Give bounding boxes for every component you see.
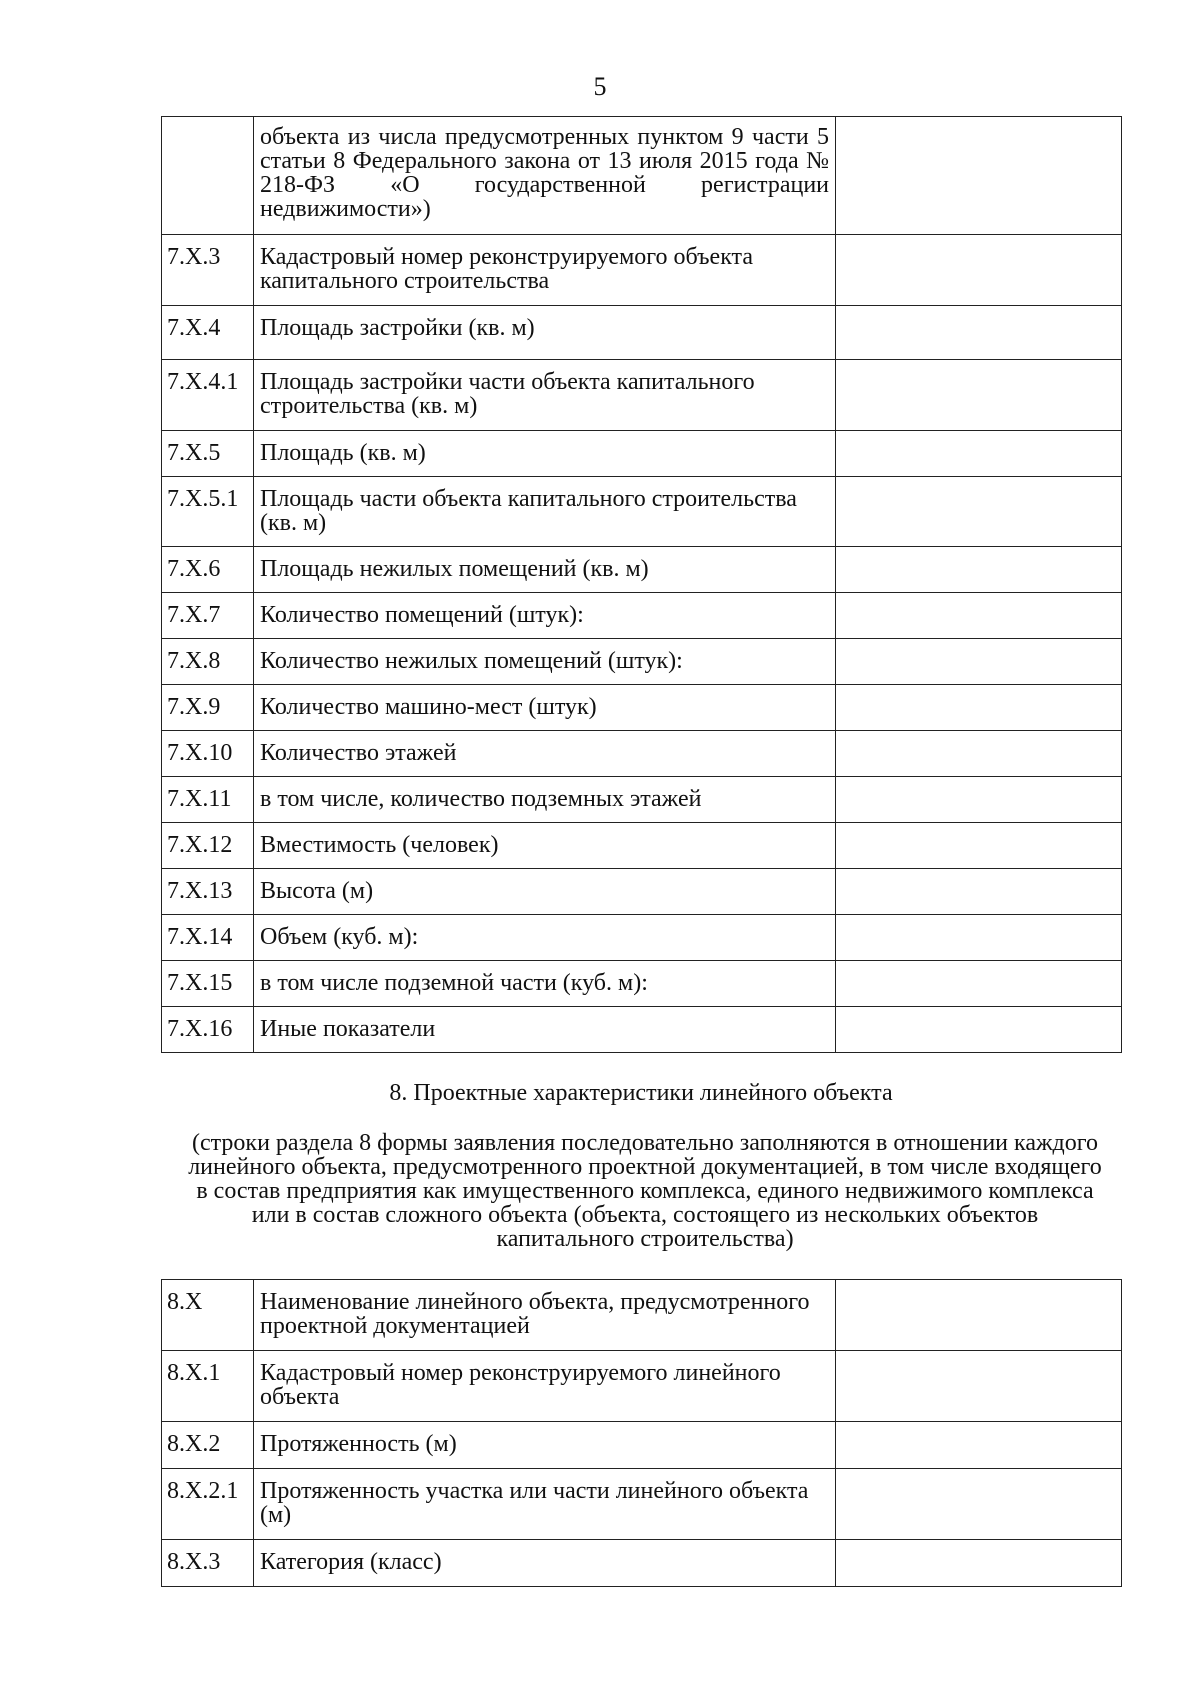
row-number: 8.X.1	[162, 1351, 254, 1422]
row-value-cell[interactable]	[836, 823, 1122, 869]
table-row	[162, 1280, 1122, 1351]
row-description: Площадь нежилых помещений (кв. м)	[254, 547, 836, 593]
row-value-cell[interactable]	[836, 306, 1122, 360]
row-description: Объем (куб. м):	[254, 915, 836, 961]
row-description: Площадь части объекта капитального строительства (кв. м)	[254, 477, 836, 547]
row-description: Площадь застройки (кв. м)	[254, 306, 836, 360]
row-value-cell[interactable]	[836, 731, 1122, 777]
table-row	[162, 1007, 1122, 1053]
row-number: 8.X	[162, 1280, 254, 1351]
row-number: 7.X.12	[162, 823, 254, 869]
row-number: 7.X.8	[162, 639, 254, 685]
table-row	[162, 117, 1122, 235]
row-description: Наименование линейного объекта, предусмотренного проектной документацией	[254, 1280, 836, 1351]
row-number: 7.X.10	[162, 731, 254, 777]
table-row	[162, 1469, 1122, 1540]
row-value-cell[interactable]	[836, 1422, 1122, 1469]
row-number: 7.X.5	[162, 431, 254, 477]
table-section-7	[161, 116, 1122, 1053]
row-value-cell[interactable]	[836, 777, 1122, 823]
row-value-cell[interactable]	[836, 547, 1122, 593]
row-value-cell[interactable]	[836, 961, 1122, 1007]
row-description: Категория (класс)	[254, 1540, 836, 1587]
table-row	[162, 961, 1122, 1007]
row-value-cell[interactable]	[836, 1540, 1122, 1587]
row-value-cell[interactable]	[836, 477, 1122, 547]
table-row	[162, 915, 1122, 961]
row-value-cell[interactable]	[836, 235, 1122, 306]
table-row	[162, 306, 1122, 360]
row-number: 7.X.11	[162, 777, 254, 823]
row-number: 7.X.4	[162, 306, 254, 360]
table-row	[162, 235, 1122, 306]
row-description: Вместимость (человек)	[254, 823, 836, 869]
row-number: 8.X.2	[162, 1422, 254, 1469]
table-row	[162, 477, 1122, 547]
table-row	[162, 639, 1122, 685]
row-value-cell[interactable]	[836, 1469, 1122, 1540]
row-description: Площадь (кв. м)	[254, 431, 836, 477]
row-description: Площадь застройки части объекта капитального строительства (кв. м)	[254, 360, 836, 431]
row-value-cell[interactable]	[836, 1351, 1122, 1422]
row-number: 7.X.13	[162, 869, 254, 915]
row-value-cell[interactable]	[836, 360, 1122, 431]
row-description: Количество этажей	[254, 731, 836, 777]
page-number: 5	[593, 72, 607, 101]
row-value-cell[interactable]	[836, 593, 1122, 639]
row-number	[162, 117, 254, 235]
section-8-note: (строки раздела 8 формы заявления последовательно заполняются в отношении каждого линейного объекта, предусмотренного проектной документацией, в том числе входящего в состав предприятия как имущественного комплекса, единого недвижимого комплекса или в состав сложного объекта (объекта, состоящего из нескольких объектов капитального строительства)	[188, 1130, 1102, 1252]
table-row	[162, 1422, 1122, 1469]
row-number: 7.X.9	[162, 685, 254, 731]
row-description: Количество помещений (штук):	[254, 593, 836, 639]
table-row	[162, 593, 1122, 639]
row-value-cell[interactable]	[836, 431, 1122, 477]
table-row	[162, 547, 1122, 593]
row-description: Количество машино-мест (штук)	[254, 685, 836, 731]
row-number: 7.X.3	[162, 235, 254, 306]
row-value-cell[interactable]	[836, 1280, 1122, 1351]
row-description: Иные показатели	[254, 1007, 836, 1053]
row-description: в том числе, количество подземных этажей	[254, 777, 836, 823]
row-value-cell[interactable]	[836, 1007, 1122, 1053]
section-8-title: 8. Проектные характеристики линейного объекта	[389, 1080, 893, 1106]
row-number: 7.X.7	[162, 593, 254, 639]
table-row	[162, 360, 1122, 431]
row-description: объекта из числа предусмотренных пунктом 9 части 5 статьи 8 Федерального закона от 13 июля 2015 года № 218-ФЗ «О государственной регистрации недвижимости»)	[254, 117, 836, 235]
table-row	[162, 869, 1122, 915]
row-value-cell[interactable]	[836, 869, 1122, 915]
row-number: 8.X.2.1	[162, 1469, 254, 1540]
table-row	[162, 1540, 1122, 1587]
table-row	[162, 685, 1122, 731]
row-description: Протяженность участка или части линейного объекта (м)	[254, 1469, 836, 1540]
row-description: Количество нежилых помещений (штук):	[254, 639, 836, 685]
row-value-cell[interactable]	[836, 915, 1122, 961]
table-row	[162, 777, 1122, 823]
row-description: в том числе подземной части (куб. м):	[254, 961, 836, 1007]
row-number: 7.X.16	[162, 1007, 254, 1053]
row-description: Кадастровый номер реконструируемого объекта капитального строительства	[254, 235, 836, 306]
table-row	[162, 823, 1122, 869]
row-number: 7.X.4.1	[162, 360, 254, 431]
row-number: 8.X.3	[162, 1540, 254, 1587]
table-row	[162, 731, 1122, 777]
row-number: 7.X.5.1	[162, 477, 254, 547]
row-number: 7.X.14	[162, 915, 254, 961]
table-row	[162, 1351, 1122, 1422]
row-description: Кадастровый номер реконструируемого линейного объекта	[254, 1351, 836, 1422]
row-value-cell[interactable]	[836, 117, 1122, 235]
row-value-cell[interactable]	[836, 639, 1122, 685]
row-description: Протяженность (м)	[254, 1422, 836, 1469]
row-description: Высота (м)	[254, 869, 836, 915]
table-section-8	[161, 1279, 1122, 1587]
row-number: 7.X.6	[162, 547, 254, 593]
row-value-cell[interactable]	[836, 685, 1122, 731]
row-number: 7.X.15	[162, 961, 254, 1007]
table-row	[162, 431, 1122, 477]
